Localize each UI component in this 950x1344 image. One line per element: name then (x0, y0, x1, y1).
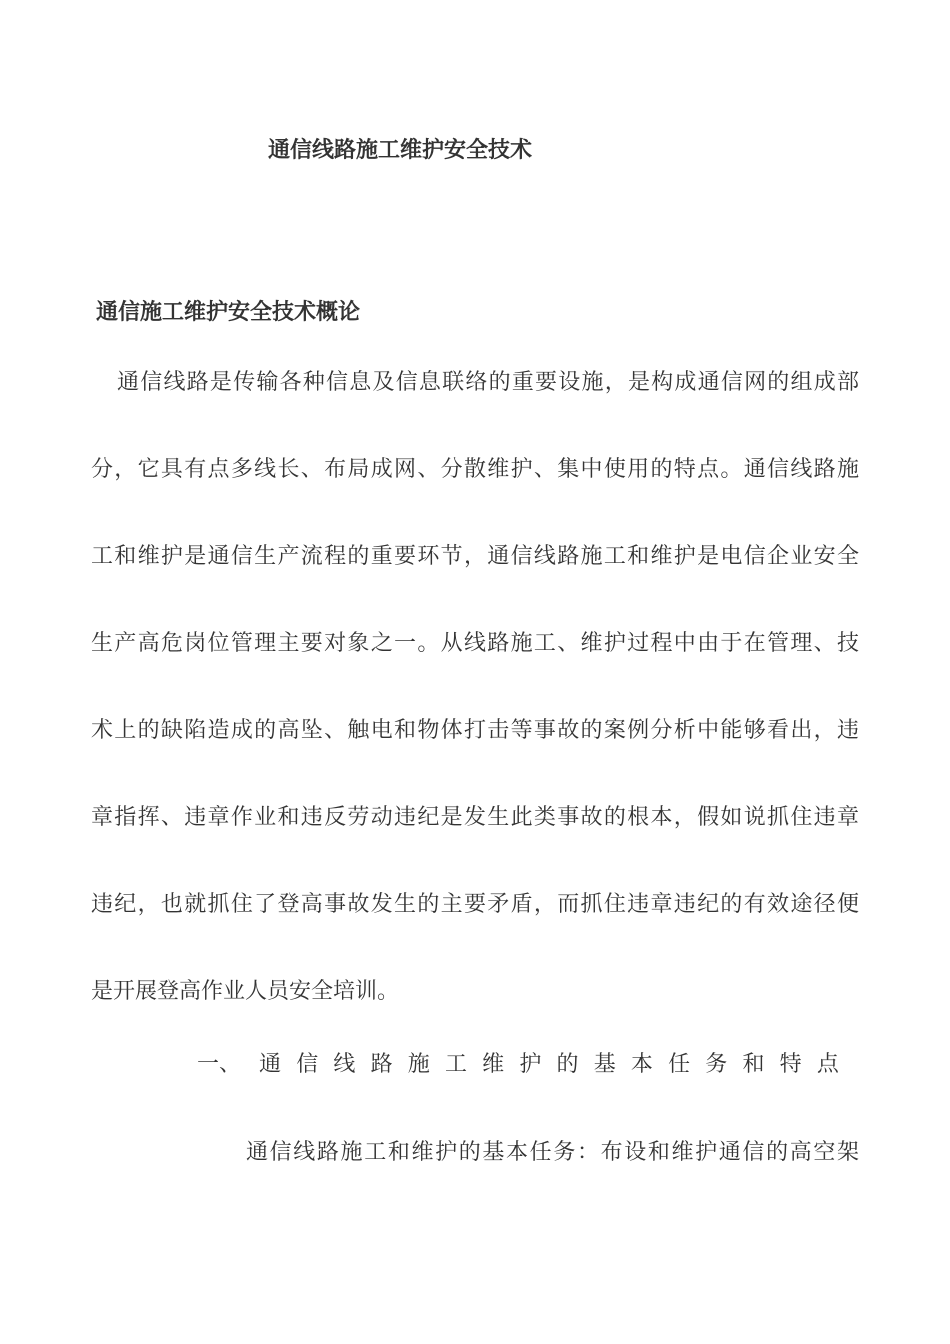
document-title: 通信线路施工维护安全技术 (268, 138, 533, 163)
subsection-title-char: 线 (333, 1052, 356, 1077)
paragraph-line-3: 工和维护是通信生产流程的重要环节，通信线路施工和维护是电信企业安全 (91, 544, 859, 569)
paragraph-line-7: 违纪，也就抓住了登高事故发生的主要矛盾，而抓住违章违纪的有效途径便 (91, 892, 859, 917)
subsection-title-char: 信 (296, 1052, 319, 1077)
subsection-title-char: 和 (742, 1052, 765, 1077)
subsection-title-char: 路 (370, 1052, 393, 1077)
subsection-number: 一、 (197, 1052, 242, 1077)
subsection-paragraph-line: 通信线路施工和维护的基本任务：布设和维护通信的高空架 (246, 1140, 859, 1165)
paragraph-line-8: 是开展登高作业人员安全培训。 (91, 979, 400, 1004)
subsection-title-char: 的 (556, 1052, 579, 1077)
paragraph-line-6: 章指挥、违章作业和违反劳动违纪是发生此类事故的根本，假如说抓住违章 (91, 805, 859, 830)
subsection-title-char: 维 (482, 1052, 505, 1077)
subsection-title-char: 护 (519, 1052, 542, 1077)
paragraph-line-5: 术上的缺陷造成的高坠、触电和物体打击等事故的案例分析中能够看出，违 (91, 718, 859, 743)
section-heading: 通信施工维护安全技术概论 (96, 300, 361, 325)
paragraph-line-4: 生产高危岗位管理主要对象之一。从线路施工、维护过程中由于在管理、技 (91, 631, 859, 656)
subsection-title-char: 本 (630, 1052, 653, 1077)
subsection-title-char: 施 (407, 1052, 430, 1077)
paragraph-line-2: 分，它具有点多线长、布局成网、分散维护、集中使用的特点。通信线路施 (91, 457, 859, 482)
subsection-title-char: 工 (444, 1052, 467, 1077)
subsection-heading (197, 1050, 839, 1080)
subsection-title (259, 1050, 839, 1080)
subsection-title-char: 通 (259, 1052, 282, 1077)
subsection-title-char: 点 (816, 1052, 839, 1077)
subsection-title-char: 特 (779, 1052, 802, 1077)
subsection-title-char: 务 (705, 1052, 728, 1077)
paragraph-line-1: 通信线路是传输各种信息及信息联络的重要设施，是构成通信网的组成部 (117, 370, 859, 395)
subsection-title-char: 基 (593, 1052, 616, 1077)
subsection-title-char: 任 (668, 1052, 691, 1077)
